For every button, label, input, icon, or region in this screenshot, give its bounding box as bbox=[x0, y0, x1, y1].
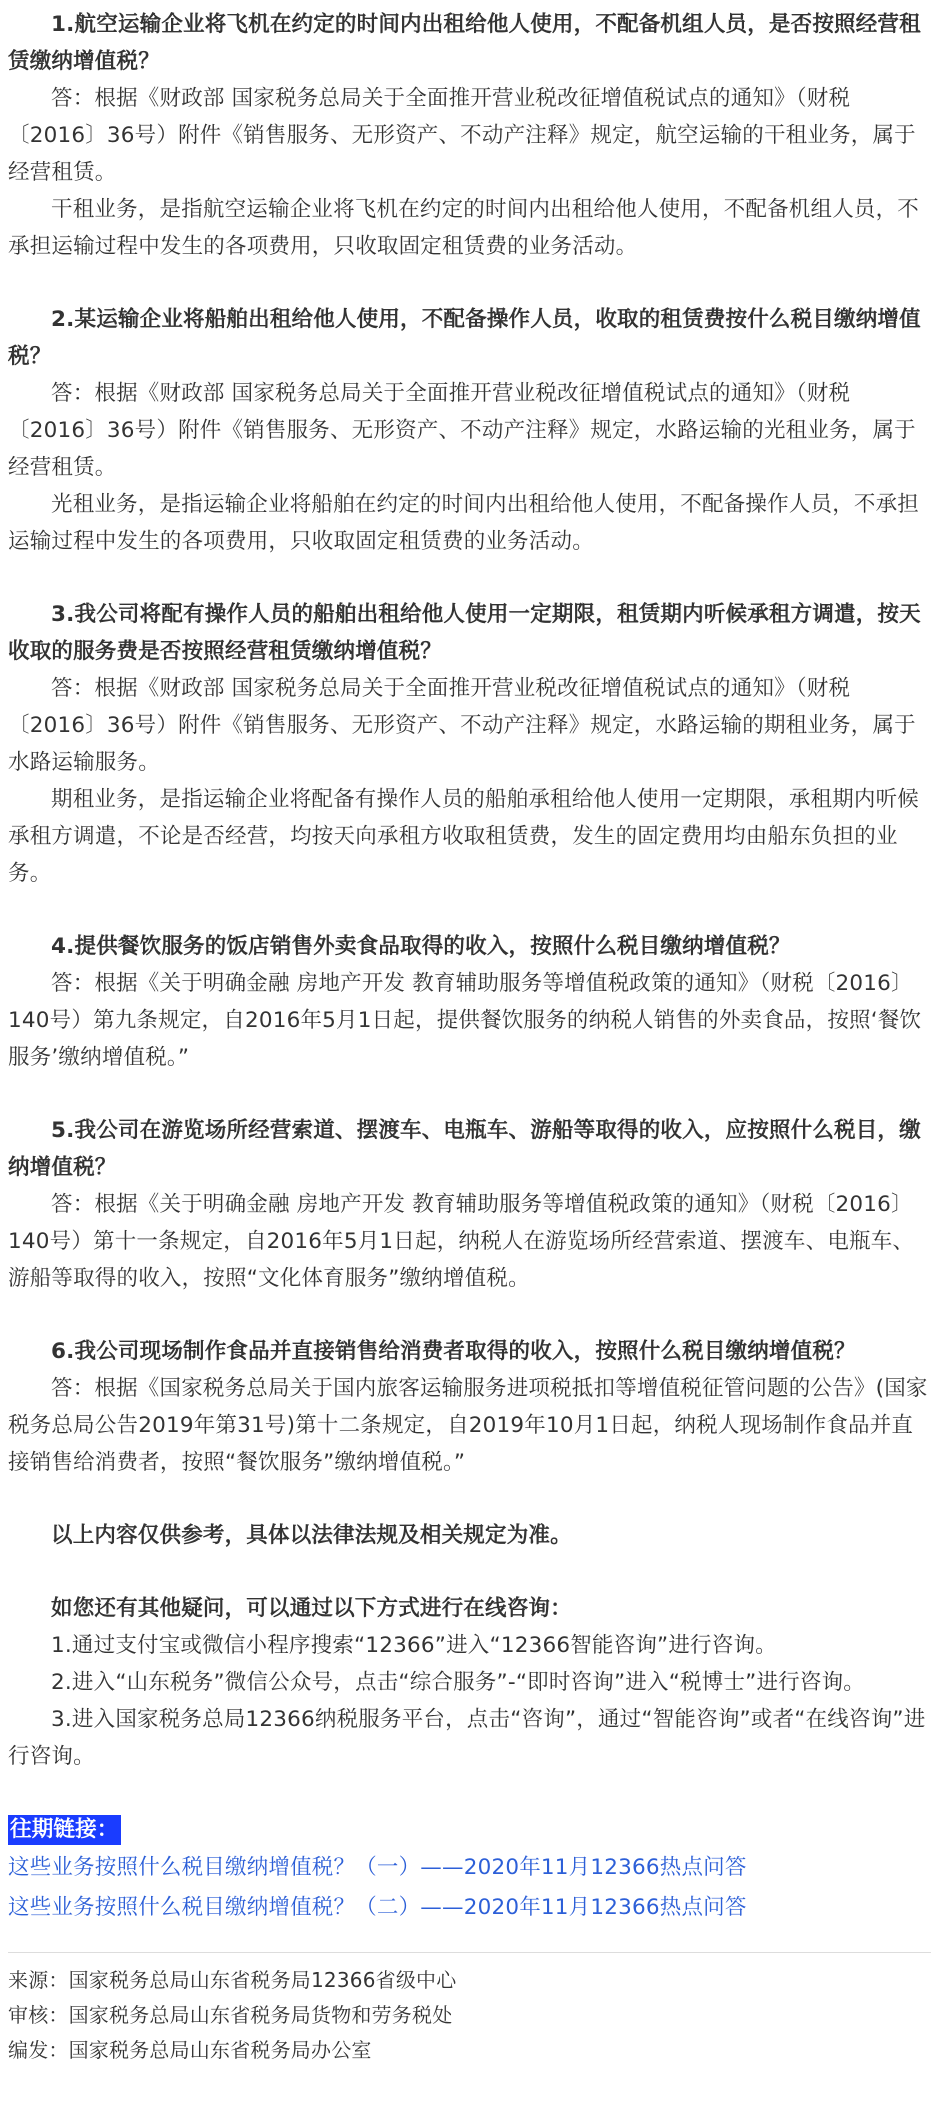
consult-item-2: 2.进入“山东税务”微信公众号，点击“综合服务”-“即时咨询”进入“税博士”进行咨询。 bbox=[51, 1670, 865, 1695]
past-links-title: 往期链接： bbox=[8, 1815, 121, 1845]
answer-2-paragraph-2: 光租业务，是指运输企业将船舶在约定的时间内出租给他人使用，不配备操作人员，不承担运输过程中发生的各项费用，只收取固定租赁费的业务活动。 bbox=[8, 492, 920, 554]
question-1: 1.航空运输企业将飞机在约定的时间内出租给他人使用，不配备机组人员，是否按照经营租赁缴纳增值税？ bbox=[8, 12, 921, 74]
answer-3-paragraph-1: 答：根据《财政部 国家税务总局关于全面推开营业税改征增值税试点的通知》（财税〔2016〕36号）附件《销售服务、无形资产、不动产注释》规定，水路运输的期租业务，属于水路运输服务。 bbox=[8, 676, 916, 775]
answer-3-paragraph-2: 期租业务，是指运输企业将配备有操作人员的船舶承租给他人使用一定期限，承租期内听候承租方调遣，不论是否经营，均按天向承租方收取租赁费，发生的固定费用均由船东负担的业务。 bbox=[8, 787, 920, 886]
answer-1-paragraph-1: 答：根据《财政部 国家税务总局关于全面推开营业税改征增值税试点的通知》（财税〔2016〕36号）附件《销售服务、无形资产、不动产注释》规定，航空运输的干租业务，属于经营租赁。 bbox=[8, 86, 916, 185]
consult-section bbox=[8, 1590, 931, 1775]
consult-title: 如您还有其他疑问，可以通过以下方式进行在线咨询： bbox=[51, 1596, 572, 1621]
question-2: 2.某运输企业将船舶出租给他人使用，不配备操作人员，收取的租赁费按什么税目缴纳增值税？ bbox=[8, 307, 921, 369]
answer-2-paragraph-1: 答：根据《财政部 国家税务总局关于全面推开营业税改征增值税试点的通知》（财税〔2016〕36号）附件《销售服务、无形资产、不动产注释》规定，水路运输的光租业务，属于经营租赁。 bbox=[8, 381, 916, 480]
answer-4-paragraph-1: 答：根据《关于明确金融 房地产开发 教育辅助服务等增值税政策的通知》（财税〔2016〕140号）第九条规定，自2016年5月1日起，提供餐饮服务的纳税人销售的外卖食品，按照‘餐饮服务’缴纳增值税。” bbox=[8, 971, 922, 1070]
answer-5-paragraph-1: 答：根据《关于明确金融 房地产开发 教育辅助服务等增值税政策的通知》（财税〔2016〕140号）第十一条规定，自2016年5月1日起，纳税人在游览场所经营索道、摆渡车、电瓶车、游船等取得的收入，按照“文化体育服务”缴纳增值税。 bbox=[8, 1192, 915, 1291]
qa-item-1 bbox=[8, 6, 931, 265]
qa-item-2 bbox=[8, 301, 931, 560]
answer-6-paragraph-1: 答：根据《国家税务总局关于国内旅客运输服务进项税抵扣等增值税征管问题的公告》(国家税务总局公告2019年第31号)第十二条规定，自2019年10月1日起，纳税人现场制作食品并直接销售给消费者，按照“餐饮服务”缴纳增值税。” bbox=[8, 1376, 928, 1475]
answer-1-paragraph-2: 干租业务，是指航空运输企业将飞机在约定的时间内出租给他人使用，不配备机组人员，不承担运输过程中发生的各项费用，只收取固定租赁费的业务活动。 bbox=[8, 197, 920, 259]
question-5: 5.我公司在游览场所经营索道、摆渡车、电瓶车、游船等取得的收入，应按照什么税目，缴纳增值税？ bbox=[8, 1118, 921, 1180]
divider bbox=[8, 1952, 931, 1953]
consult-list bbox=[8, 1627, 931, 1775]
question-3: 3.我公司将配有操作人员的船舶出租给他人使用一定期限，租赁期内听候承租方调遣，按天收取的服务费是否按照经营租赁缴纳增值税？ bbox=[8, 602, 921, 664]
credits-section bbox=[8, 1963, 931, 2068]
qa-item-6 bbox=[8, 1333, 931, 1481]
credit-publisher: 编发：国家税务总局山东省税务局办公室 bbox=[8, 2038, 372, 2062]
past-link-1[interactable]: 这些业务按照什么税目缴纳增值税？（一）——2020年11月12366热点问答 bbox=[8, 1855, 747, 1880]
credit-reviewer: 审核：国家税务总局山东省税务局货物和劳务税处 bbox=[8, 2003, 453, 2027]
question-6: 6.我公司现场制作食品并直接销售给消费者取得的收入，按照什么税目缴纳增值税？ bbox=[51, 1339, 856, 1364]
past-link-2[interactable]: 这些业务按照什么税目缴纳增值税？（二）——2020年11月12366热点问答 bbox=[8, 1895, 747, 1920]
question-4: 4.提供餐饮服务的饭店销售外卖食品取得的收入，按照什么税目缴纳增值税？ bbox=[51, 934, 791, 959]
disclaimer-note: 以上内容仅供参考，具体以法律法规及相关规定为准。 bbox=[51, 1523, 572, 1548]
qa-item-4 bbox=[8, 928, 931, 1076]
consult-item-3: 3.进入国家税务总局12366纳税服务平台，点击“咨询”，通过“智能咨询”或者“在线咨询”进行咨询。 bbox=[8, 1707, 926, 1769]
credit-source: 来源：国家税务总局山东省税务局12366省级中心 bbox=[8, 1968, 457, 1992]
past-links-section bbox=[8, 1811, 931, 1928]
qa-item-3 bbox=[8, 596, 931, 892]
qa-item-5 bbox=[8, 1112, 931, 1297]
consult-item-1: 1.通过支付宝或微信小程序搜索“12366”进入“12366智能咨询”进行咨询。 bbox=[51, 1633, 777, 1658]
